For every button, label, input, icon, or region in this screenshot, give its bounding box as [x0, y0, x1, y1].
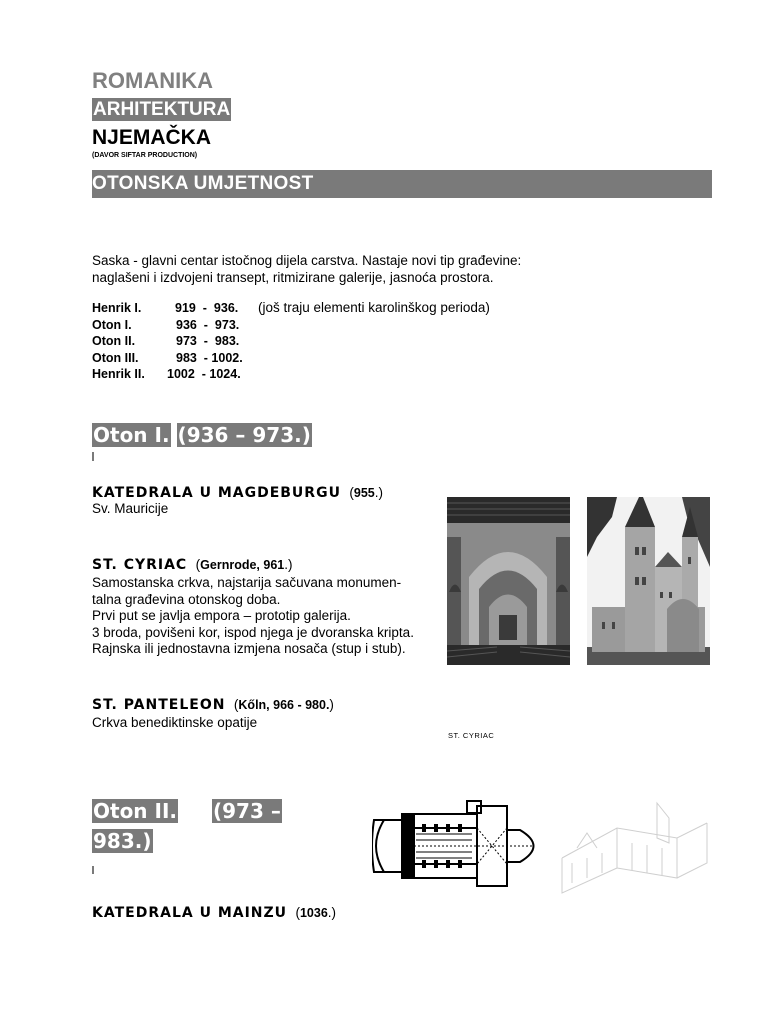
doc-subtitle: ARHITEKTURA	[93, 99, 231, 120]
rulers-list	[92, 300, 592, 383]
cyriac-interior-photo	[447, 497, 570, 665]
heading-marker	[92, 452, 94, 461]
ruler-note: (još traju elementi karolinškog perioda)	[258, 300, 490, 315]
building-date-open: (	[233, 697, 239, 712]
ruler-years: 983 - 1002.	[176, 350, 243, 365]
building-title: KATEDRALA U MAINZU	[92, 905, 288, 921]
text-line: Rajnska ili jednostavna izmjena nosača (stup i stub).	[92, 641, 406, 656]
ruler-name: Oton III.	[92, 350, 139, 365]
cathedral-sketch	[557, 798, 712, 908]
building-text: Sv. Mauricije	[92, 501, 169, 516]
text-line: Prvi put se javlja empora – prototip galerija.	[92, 608, 351, 623]
heading-dates: (936 – 973.)	[177, 423, 311, 447]
floor-plan-drawing	[372, 800, 547, 892]
ruler-years: 919 - 936.	[175, 301, 239, 315]
section-heading-oton2	[92, 796, 352, 856]
doc-credit: (DAVOR SIFTAR PRODUCTION)	[92, 152, 198, 159]
ruler-row	[92, 350, 592, 367]
heading-label: Oton I.	[93, 423, 170, 447]
intro-paragraph: Saska - glavni centar istočnog dijela carstva. Nastaje novi tip građevine: naglašeni i izdvojeni transept, ritmizirane galerije, jasnoća prostora.	[92, 253, 522, 285]
heading-marker	[92, 866, 94, 874]
ruler-years: 936 - 973.	[176, 317, 240, 332]
heading-label: Oton II.	[93, 799, 177, 823]
building-title: KATEDRALA U MAGDEBURGU	[92, 485, 341, 501]
building-date: 1036	[299, 906, 328, 920]
section-bar-label: OTONSKA UMJETNOST	[92, 173, 314, 194]
ruler-years: 1002 - 1024.	[167, 367, 241, 381]
building-date: Gernrode, 961	[200, 558, 285, 572]
ruler-years: 973 - 983.	[176, 334, 240, 348]
building-date-close: .)	[327, 905, 337, 920]
ruler-name: Oton II.	[92, 334, 136, 348]
building-date-open: (	[295, 905, 300, 920]
ruler-row	[92, 317, 592, 334]
text-line: 3 broda, povišeni kor, ispod njega je dvoranska kripta.	[92, 624, 414, 640]
photo-caption: ST. CYRIAC	[448, 731, 495, 740]
building-cyriac	[92, 556, 293, 574]
ruler-row	[92, 333, 592, 350]
interior-illustration	[447, 497, 570, 665]
cyriac-description	[92, 575, 437, 658]
section-bar	[92, 170, 712, 198]
building-magdeburg	[92, 484, 383, 502]
doc-title: ROMANIKA	[92, 68, 213, 93]
sketch-drawing	[557, 798, 712, 908]
building-title: ST. PANTELEON	[92, 697, 226, 713]
building-title: ST. CYRIAC	[92, 557, 188, 573]
building-date-close: .)	[374, 485, 384, 500]
building-date-close: )	[329, 697, 334, 712]
ruler-name: Henrik II.	[92, 367, 145, 381]
ruler-row	[92, 300, 592, 317]
heading-dates-cont: 983.)	[93, 829, 152, 853]
cathedral-floor-plan	[372, 800, 547, 892]
cyriac-exterior-photo	[587, 497, 710, 665]
building-date-close: .)	[284, 557, 293, 572]
text-line: talna građevina otonskog doba.	[92, 591, 281, 607]
building-panteleon	[92, 696, 334, 714]
building-date-open: (	[349, 485, 354, 500]
building-text: Crkva benediktinske opatije	[92, 715, 258, 730]
doc-country: NJEMAČKA	[92, 126, 212, 149]
building-date: Kőln, 966 - 980.	[238, 698, 330, 712]
text-line: Samostanska crkva, najstarija sačuvana monumen-	[92, 575, 402, 590]
building-mainz	[92, 904, 336, 922]
building-date: 955	[353, 486, 375, 500]
ruler-name: Henrik I.	[92, 301, 142, 315]
ruler-name: Oton I.	[92, 317, 132, 332]
exterior-illustration	[587, 497, 710, 665]
section-heading-oton1	[92, 420, 312, 450]
heading-dates: (973 –	[212, 799, 281, 823]
ruler-row	[92, 366, 592, 383]
building-date-open: (	[195, 557, 201, 572]
